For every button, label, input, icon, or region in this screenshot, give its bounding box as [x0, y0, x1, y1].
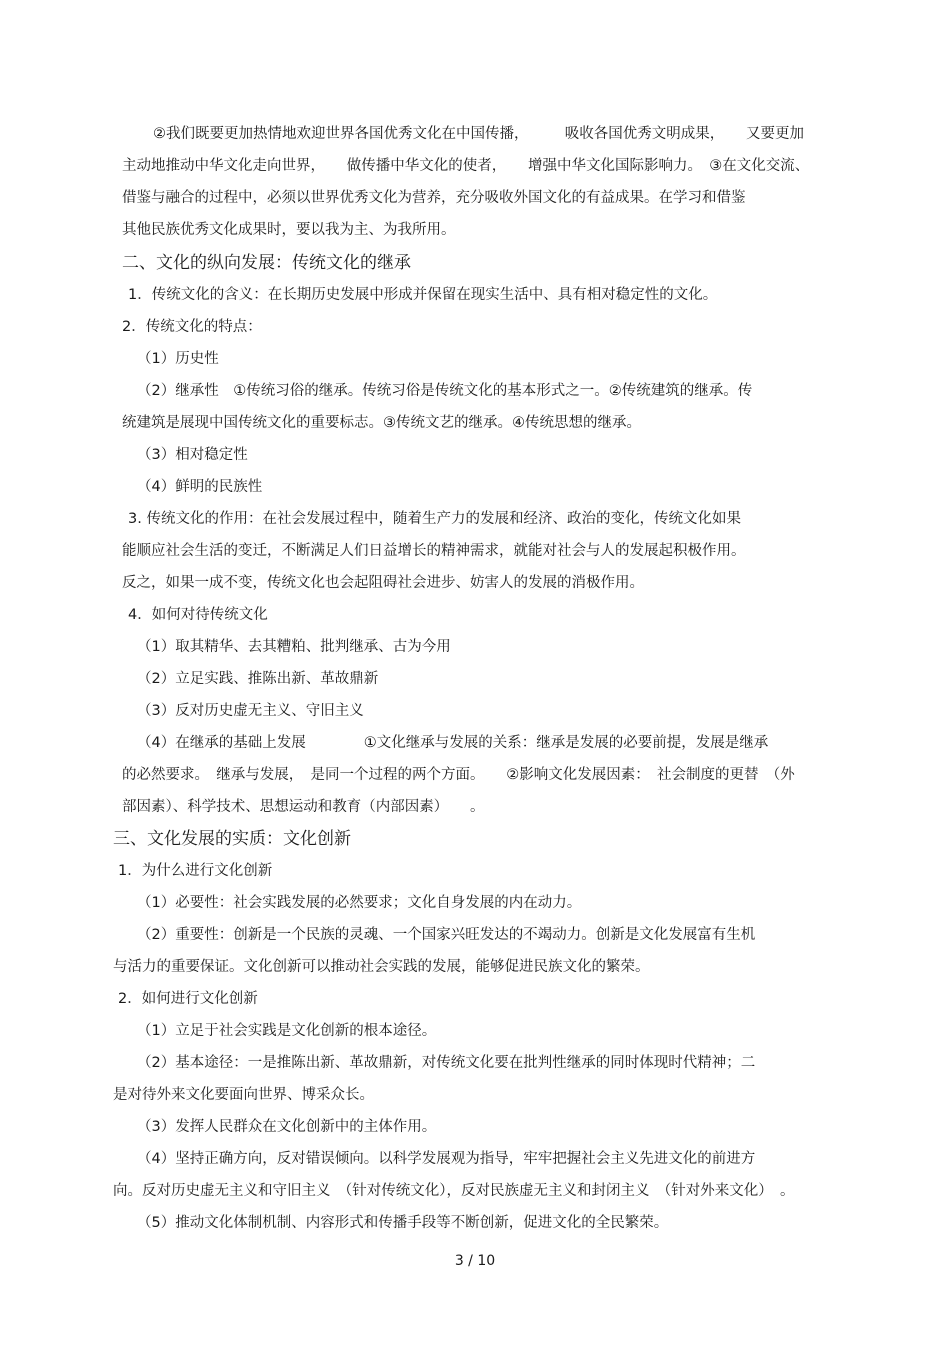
paragraph-line: 借鉴与融合的过程中，必须以世界优秀文化为营养，充分吸收外国文化的有益成果。在学习和借鉴	[122, 190, 746, 206]
paragraph-line: 2．传统文化的特点：	[122, 319, 262, 335]
paragraph-line: 与活力的重要保证。文化创新可以推动社会实践的发展，能够促进民族文化的繁荣。	[113, 959, 650, 975]
paragraph-line: 向。反对历史虚无主义和守旧主义 （针对传统文化），反对民族虚无主义和封闭主义 （针对外来文化） 。	[113, 1183, 795, 1199]
paragraph-line: （1）取其精华、去其糟粕、批判继承、古为今用	[137, 639, 451, 655]
paragraph-line: （3）反对历史虚无主义、守旧主义	[137, 703, 364, 719]
paragraph-line: （3）发挥人民群众在文化创新中的主体作用。	[137, 1119, 437, 1135]
paragraph-line: 主动地推动中华文化走向世界， 做传播中华文化的使者， 增强中华文化国际影响力。 ③在文化交流、	[122, 158, 810, 174]
section-heading-2: 二、文化的纵向发展：传统文化的继承	[122, 253, 411, 273]
paragraph-line: 的必然要求。 继承与发展， 是同一个过程的两个方面。 ②影响文化发展因素： 社会制度的更替 （外	[122, 767, 795, 783]
paragraph-line: （2）立足实践、推陈出新、革故鼎新	[137, 671, 379, 687]
paragraph-line: 1．为什么进行文化创新	[118, 863, 273, 879]
paragraph-line: （5）推动文化体制机制、内容形式和传播手段等不断创新，促进文化的全民繁荣。	[137, 1215, 669, 1231]
section-heading-3: 三、文化发展的实质：文化创新	[113, 829, 351, 849]
paragraph-line: （4）坚持正确方向，反对错误倾向。以科学发展观为指导，牢牢把握社会主义先进文化的前进方	[137, 1151, 756, 1167]
paragraph-line: ②我们既要更加热情地欢迎世界各国优秀文化在中国传播， 吸收各国优秀文明成果， 又要更加	[153, 126, 804, 142]
paragraph-line: （1）立足于社会实践是文化创新的根本途径。	[137, 1023, 437, 1039]
paragraph-line: 是对待外来文化要面向世界、博采众长。	[113, 1087, 374, 1103]
paragraph-line: 2．如何进行文化创新	[118, 991, 258, 1007]
paragraph-line: （1）必要性：社会实践发展的必然要求；文化自身发展的内在动力。	[137, 895, 582, 911]
paragraph-line: （2）基本途径：一是推陈出新、革故鼎新，对传统文化要在批判性继承的同时体现时代精神；二	[137, 1055, 756, 1071]
paragraph-line: （2）重要性：创新是一个民族的灵魂、一个国家兴旺发达的不竭动力。创新是文化发展富有生机	[137, 927, 756, 943]
paragraph-line: （4）鲜明的民族性	[137, 479, 263, 495]
paragraph-line: 能顺应社会生活的变迁，不断满足人们日益增长的精神需求，就能对社会与人的发展起积极作用。	[122, 543, 746, 559]
paragraph-line: （4）在继承的基础上发展 ①文化继承与发展的关系：继承是发展的必要前提，发展是继承	[137, 735, 769, 751]
paragraph-line: 统建筑是展现中国传统文化的重要标志。③传统文艺的继承。④传统思想的继承。	[122, 415, 641, 431]
paragraph-line: （2）继承性 ①传统习俗的继承。传统习俗是传统文化的基本形式之一。②传统建筑的继承。传	[137, 383, 753, 399]
paragraph-line: 3. 传统文化的作用：在社会发展过程中，随着生产力的发展和经济、政治的变化，传统文化如果	[128, 511, 741, 527]
paragraph-line: （3）相对稳定性	[137, 447, 248, 463]
paragraph-line: 部因素）、科学技术、思想运动和教育（内部因素） 。	[122, 799, 485, 815]
paragraph-line: 其他民族优秀文化成果时，要以我为主、为我所用。	[122, 222, 456, 238]
page-number: 3 / 10	[454, 1253, 496, 1269]
paragraph-line: 4．如何对待传统文化	[128, 607, 268, 623]
paragraph-line: 1．传统文化的含义：在长期历史发展中形成并保留在现实生活中、具有相对稳定性的文化。	[128, 287, 718, 303]
paragraph-line: 反之，如果一成不变，传统文化也会起阻碍社会进步、妨害人的发展的消极作用。	[122, 575, 644, 591]
paragraph-line: （1）历史性	[137, 351, 219, 367]
